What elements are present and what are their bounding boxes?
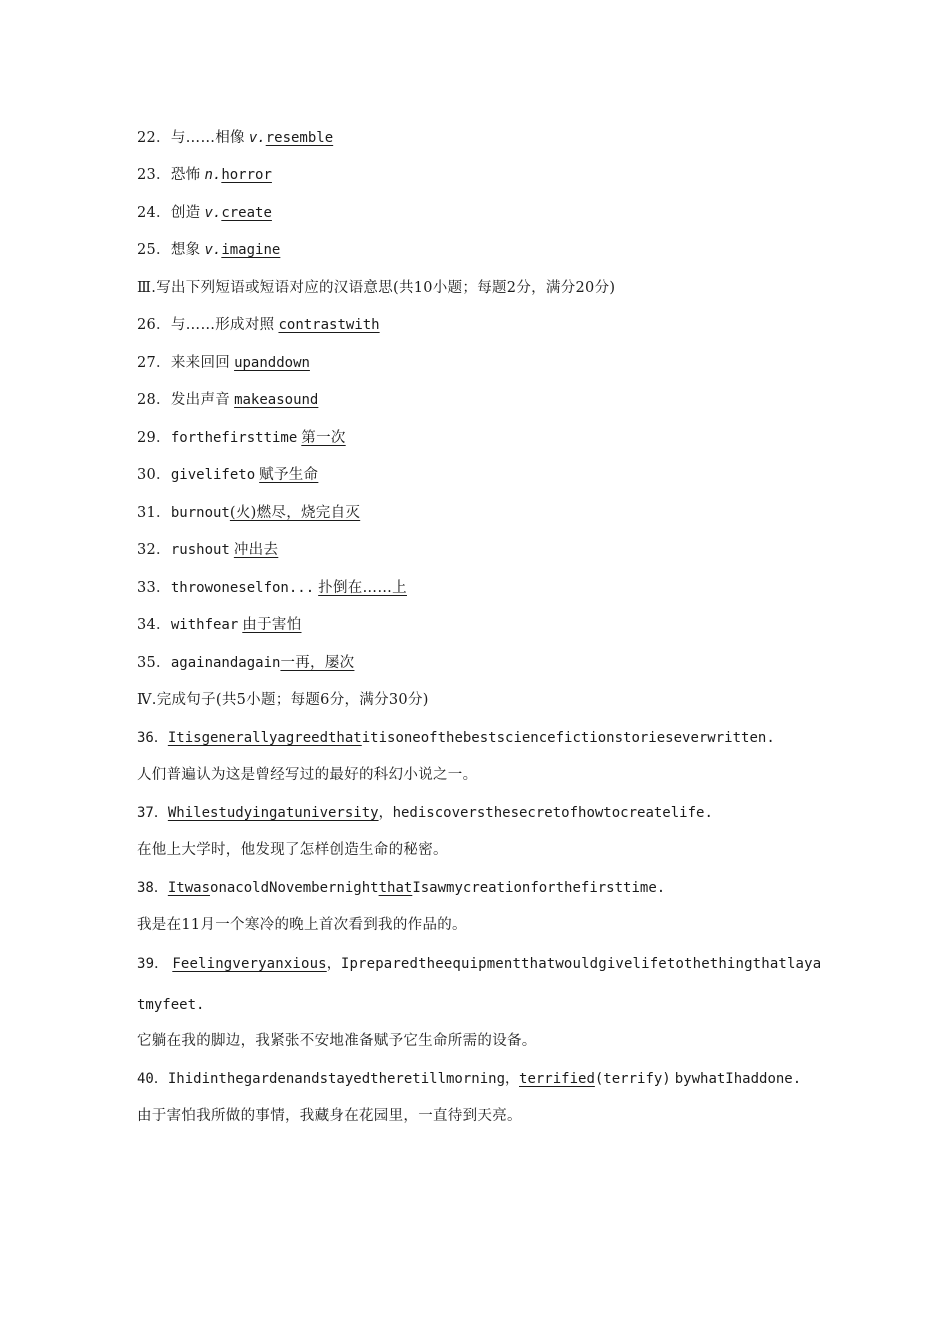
answer-text: makeasound [234,392,319,408]
item-number: 37． [137,805,168,821]
sentence-text: Isawmycreationforthefirsttime. [412,880,666,896]
chinese-prompt: 来来回回 [170,355,231,371]
phrase-item-32 [137,540,890,560]
answer-text: 一再，屡次 [280,655,355,671]
answer-text: 由于害怕 [242,617,302,633]
item-number: 40． [137,1071,168,1087]
english-prompt: throwoneselfon... [170,580,315,596]
sentence-text: bywhatIhaddone. [674,1071,802,1087]
english-prompt: burnout [170,505,230,521]
part-of-speech: n. [204,167,222,183]
chinese-prompt: 与……相像 [170,130,245,146]
answer-text: that [378,880,413,896]
sentence-text: onacoldNovembernight [210,880,379,896]
item-number: 23． [137,167,171,183]
sentence-39 [137,954,890,974]
item-number: 31． [137,505,171,521]
item-number: 30． [137,467,171,483]
sentence-text: itisoneofthebestsciencefictionstorieseverwritten. [361,730,775,746]
item-number: 25． [137,242,171,258]
sentence-37-translation: 在他上大学时，他发现了怎样创造生命的秘密。 [137,842,448,858]
part-of-speech: v. [204,205,222,221]
chinese-prompt: 恐怖 [170,167,201,183]
answer-text: resemble [265,130,334,146]
sentence-39-continued: tmyfeet. [137,997,205,1013]
item-number: 33． [137,580,171,596]
phrase-item-35 [137,653,890,673]
english-prompt: rushout [170,542,230,558]
answer-text: create [221,205,272,221]
sentence-37 [137,803,890,823]
answer-text: (火)燃尽，烧完自灭 [229,505,361,521]
verb-hint: (terrify) [594,1071,671,1087]
vocab-item-22 [137,128,890,148]
vocab-item-25 [137,240,890,260]
answer-text: Itwas [167,880,211,896]
section-3-heading: Ⅲ.写出下列短语或短语对应的汉语意思(共10小题；每题2分，满分20分) [137,280,616,296]
answer-text: Itisgenerallyagreedthat [167,730,362,746]
sentence-text: ，hediscoversthesecretofhowtocreatelife. [378,805,713,821]
item-number: 24． [137,205,171,221]
answer-text: Whilestudyingatuniversity [167,805,379,821]
part-of-speech: v. [248,130,266,146]
item-number: 28． [137,392,171,408]
phrase-item-34 [137,615,890,635]
item-number: 32． [137,542,171,558]
section-4-heading: Ⅳ.完成句子(共5小题；每题6分，满分30分) [137,692,429,708]
sentence-39-translation: 它躺在我的脚边，我紧张不安地准备赋予它生命所需的设备。 [137,1033,537,1049]
sentence-36-translation: 人们普遍认为这是曾经写过的最好的科幻小说之一。 [137,767,478,783]
item-number: 27． [137,355,171,371]
answer-text: 第一次 [301,430,346,446]
item-number: 22． [137,130,171,146]
answer-text: 冲出去 [233,542,279,558]
phrase-item-33 [137,578,890,598]
part-of-speech: v. [204,242,222,258]
sentence-38 [137,878,890,898]
sentence-40 [137,1069,890,1089]
item-number: 38． [137,880,168,896]
item-number: 36． [137,730,168,746]
phrase-item-31 [137,503,890,523]
chinese-prompt: 创造 [170,205,201,221]
item-number: 26． [137,317,171,333]
answer-text: contrastwith [278,317,380,333]
sentence-text: ，Ipreparedtheequipmentthatwouldgivelifetothethingthatlaya [326,956,822,972]
phrase-item-27 [137,353,890,373]
answer-text: terrified [519,1071,595,1087]
sentence-40-translation: 由于害怕我所做的事情，我藏身在花园里，一直待到天亮。 [137,1108,522,1124]
vocab-item-24 [137,203,890,223]
answer-text: Feelingveryanxious [172,956,327,972]
english-prompt: forthefirsttime [170,430,298,446]
answer-text: 赋予生命 [259,467,319,483]
item-number: 29． [137,430,171,446]
chinese-prompt: 想象 [170,242,201,258]
item-number: 35． [137,655,171,671]
sentence-38-translation: 我是在11月一个寒冷的晚上首次看到我的作品的。 [137,917,467,933]
phrase-item-29 [137,428,890,448]
answer-text: imagine [221,242,281,258]
item-number: 34． [137,617,171,633]
english-prompt: givelifeto [170,467,256,483]
answer-text: 扑倒在……上 [318,580,407,596]
phrase-item-30 [137,465,890,485]
sentence-36 [137,728,890,748]
vocab-item-23 [137,165,890,185]
phrase-item-28 [137,390,890,410]
answer-text: upanddown [234,355,310,371]
chinese-prompt: 发出声音 [170,392,231,408]
english-prompt: againandagain [170,655,281,671]
english-prompt: withfear [170,617,239,633]
phrase-item-26 [137,315,890,335]
chinese-prompt: 与……形成对照 [170,317,275,333]
answer-text: horror [221,167,272,183]
item-number: 39． [137,956,169,972]
sentence-text: Ihidinthegardenandstayedtheretillmorning， [167,1071,520,1087]
